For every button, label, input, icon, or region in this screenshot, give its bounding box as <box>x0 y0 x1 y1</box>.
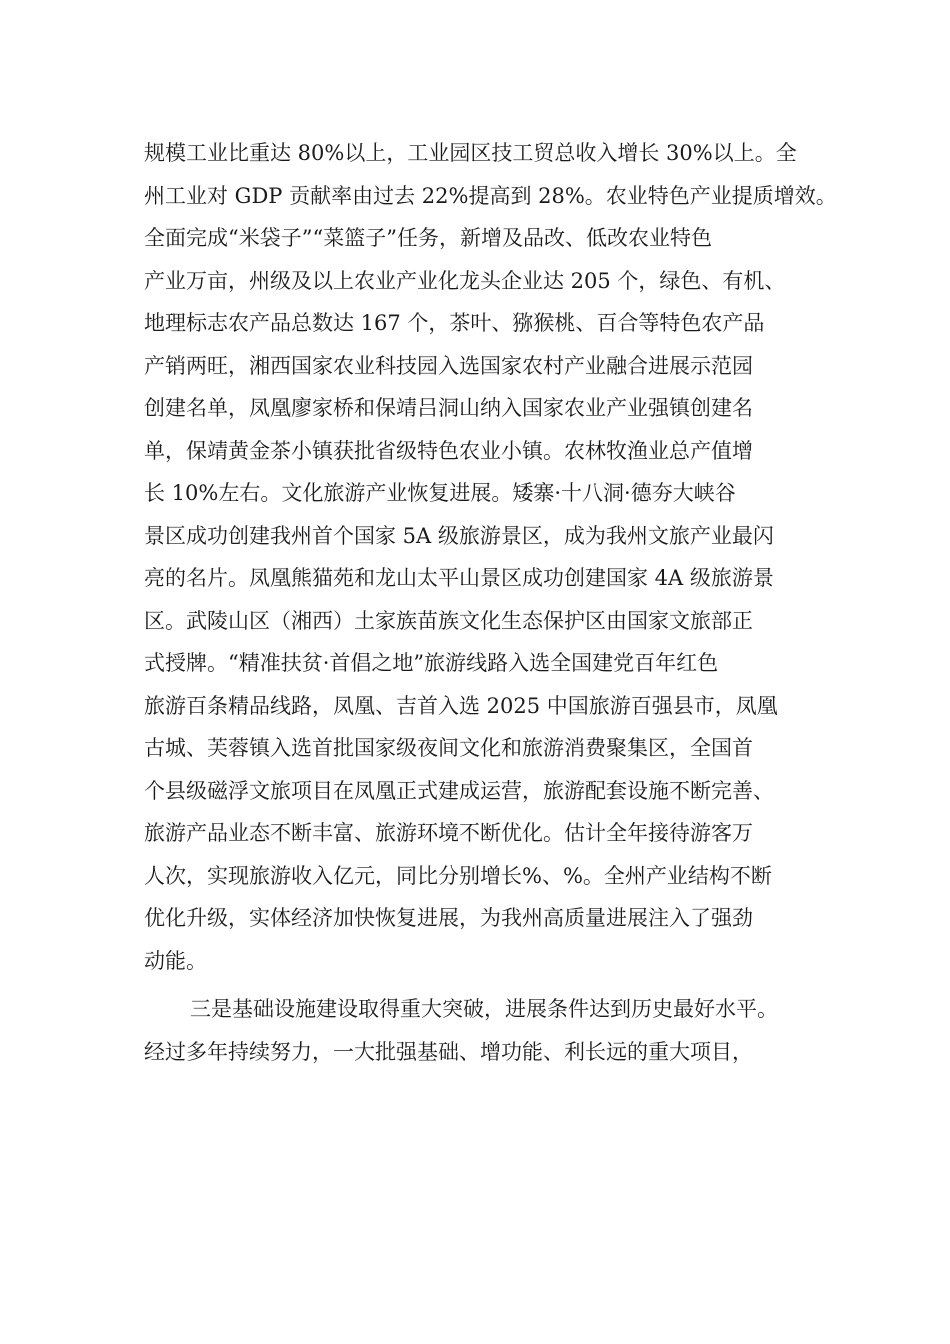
text-line: 人次，实现旅游收入亿元，同比分别增长%、%。全州产业结构不断 <box>144 863 772 888</box>
text-line: 州工业对 GDP 贡献率由过去 22%提高到 28%。农业特色产业提质增效。 <box>144 183 837 208</box>
text-line: 创建名单，凤凰廖家桥和保靖吕洞山纳入国家农业产业强镇创建名 <box>144 396 753 420</box>
text-line: 产业万亩，州级及以上农业产业化龙头企业达 205 个，绿色、有机、 <box>144 268 786 293</box>
paragraph-1 <box>144 132 837 982</box>
paragraph-2 <box>144 988 834 1073</box>
text-line: 区。武陵山区（湘西）土家族苗族文化生态保护区由国家文旅部正 <box>144 608 753 633</box>
text-line: 三是基础设施建设取得重大突破，进展条件达到历史最好水平。 <box>190 997 778 1021</box>
text-line: 古城、芙蓉镇入选首批国家级夜间文化和旅游消费聚集区，全国首 <box>144 736 753 760</box>
text-line: 地理标志农产品总数达 167 个，茶叶、猕猴桃、百合等特色农产品 <box>144 311 765 335</box>
text-line: 个县级磁浮文旅项目在凤凰正式建成运营，旅游配套设施不断完善、 <box>144 778 774 803</box>
text-line: 经过多年持续努力，一大批强基础、增功能、利长远的重大项目， <box>144 1039 753 1064</box>
text-line: 旅游百条精品线路，凤凰、吉首入选 2025 中国旅游百强县市，凤凰 <box>144 693 778 718</box>
text-line: 动能。 <box>144 948 207 973</box>
text-line: 景区成功创建我州首个国家 5A 级旅游景区，成为我州文旅产业最闪 <box>144 523 774 548</box>
text-line: 亮的名片。凤凰熊猫苑和龙山太平山景区成功创建国家 4A 级旅游景 <box>144 566 774 590</box>
text-line: 产销两旺，湘西国家农业科技园入选国家农村产业融合进展示范园 <box>144 353 753 378</box>
text-line: 优化升级，实体经济加快恢复进展，为我州高质量进展注入了强劲 <box>144 906 753 930</box>
text-line: 单，保靖黄金茶小镇获批省级特色农业小镇。农林牧渔业总产值增 <box>144 438 753 463</box>
text-line: 全面完成“米袋子”“菜篮子”任务，新增及品改、低改农业特色 <box>144 226 712 250</box>
text-line: 长 10%左右。文化旅游产业恢复进展。矮寨·十八洞·德夯大峡谷 <box>144 481 736 505</box>
text-line: 旅游产品业态不断丰富、旅游环境不断优化。估计全年接待游客万 <box>144 821 753 845</box>
text-line: 式授牌。“精准扶贫·首倡之地”旅游线路入选全国建党百年红色 <box>144 651 719 675</box>
text-line: 规模工业比重达 80%以上，工业园区技工贸总收入增长 30%以上。全 <box>144 141 797 165</box>
document-body <box>144 132 837 1073</box>
